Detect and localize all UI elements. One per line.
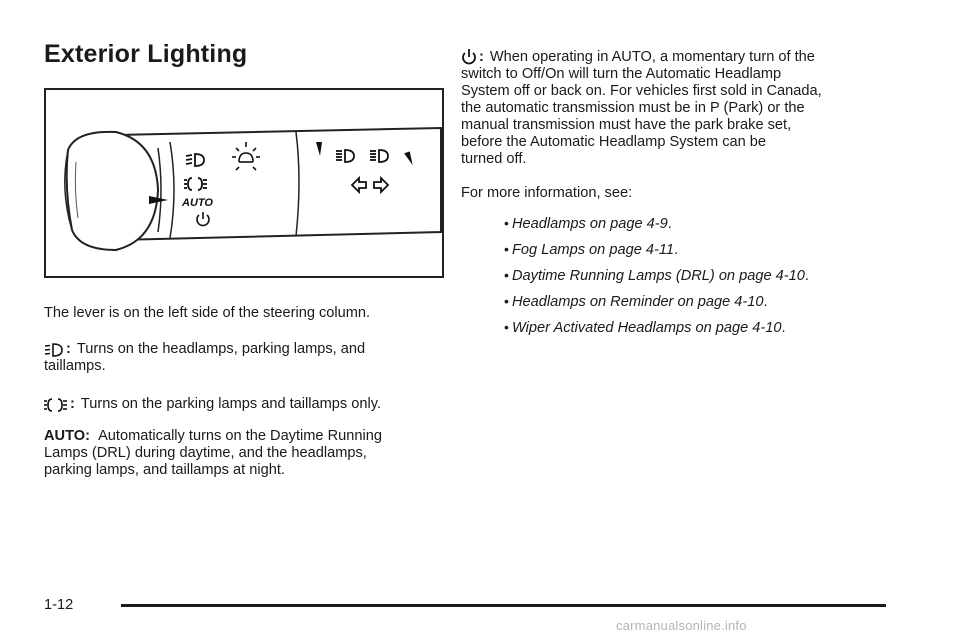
- headlamps-description: : Turns on the headlamps, parking lamps, and taillamps.: [44, 341, 444, 375]
- reference-link[interactable]: Fog Lamps on page 4-11: [512, 242, 674, 258]
- power-description: : When operating in AUTO, a momentary turn of the switch to Off/On will turn the Automatic Headlamp System off or back on. For vehicles first sold in Canada, the automatic transmission must be in P (Park) or the manual transmission must have the park brake set, before the Automatic Headlamp System can be turned off.: [461, 48, 921, 168]
- power-text-line2: switch to Off/On will turn the Automatic Headlamp: [461, 66, 782, 82]
- power-icon: [197, 212, 209, 225]
- headlamp-icon: [186, 154, 204, 166]
- pointer-triangle-icon: [316, 142, 322, 156]
- flash-to-pass-icon: [370, 150, 388, 162]
- power-text-line5: manual transmission must have the park brake set,: [461, 117, 792, 133]
- reference-link[interactable]: Daytime Running Lamps (DRL) on page 4-10: [512, 268, 805, 284]
- list-item: • Headlamps on Reminder on page 4-10.: [461, 294, 809, 320]
- lever-end-cap: [67, 132, 158, 250]
- page-title: Exterior Lighting: [44, 40, 248, 68]
- auto-text-line1: Automatically turns on the Daytime Running: [98, 428, 382, 444]
- reference-link[interactable]: Wiper Activated Headlamps on page 4-10: [512, 320, 782, 336]
- parking-lamp-icon: [184, 178, 207, 190]
- more-info-text: For more information, see:: [461, 185, 633, 201]
- footer-divider: [121, 604, 886, 607]
- power-text-line7: turned off.: [461, 151, 527, 167]
- reference-list: [461, 216, 809, 346]
- auto-switch-label: AUTO: [182, 197, 213, 209]
- headlamps-text-line2: taillamps.: [44, 358, 106, 374]
- high-beam-icon: [336, 150, 354, 162]
- pointer-triangle-icon: [404, 151, 414, 166]
- parking-text: Turns on the parking lamps and taillamps only.: [80, 396, 382, 412]
- power-text-line3: System off or back on. For vehicles first sold in Canada,: [461, 83, 822, 99]
- power-text-line1: When operating in AUTO, a momentary turn of the: [489, 49, 815, 65]
- reference-link[interactable]: Headlamps on Reminder on page 4-10: [512, 294, 764, 310]
- watermark: carmanualsonline.info: [616, 618, 747, 633]
- auto-description: [44, 428, 444, 479]
- auto-text-line3: parking lamps, and taillamps at night.: [44, 462, 285, 478]
- power-text-line6: before the Automatic Headlamp System can be: [461, 134, 767, 150]
- turn-signal-arrows-icon: [352, 178, 388, 192]
- list-item: • Headlamps on page 4-9.: [461, 216, 809, 242]
- page-number: 1-12: [44, 597, 74, 613]
- auto-text-line2: Lamps (DRL) during daytime, and the headlamps,: [44, 445, 367, 461]
- headlamp-icon: [44, 343, 64, 358]
- headlamps-text-line1: Turns on the headlamps, parking lamps, and: [76, 341, 366, 357]
- parking-description: : Turns on the parking lamps and taillamps only.: [44, 396, 444, 413]
- lever-illustration: [44, 88, 444, 278]
- list-item: • Daytime Running Lamps (DRL) on page 4-10.: [461, 268, 809, 294]
- intro-text: The lever is on the left side of the steering column.: [44, 305, 371, 321]
- parking-lamp-icon: [44, 398, 68, 413]
- power-icon: [461, 48, 477, 66]
- dome-lamp-icon: [232, 142, 260, 170]
- list-item: • Wiper Activated Headlamps on page 4-10.: [461, 320, 809, 346]
- auto-label: AUTO:: [44, 428, 90, 444]
- reference-link[interactable]: Headlamps on page 4-9: [512, 216, 668, 232]
- list-item: • Fog Lamps on page 4-11.: [461, 242, 809, 268]
- power-text-line4: the automatic transmission must be in P (Park) or the: [461, 100, 805, 116]
